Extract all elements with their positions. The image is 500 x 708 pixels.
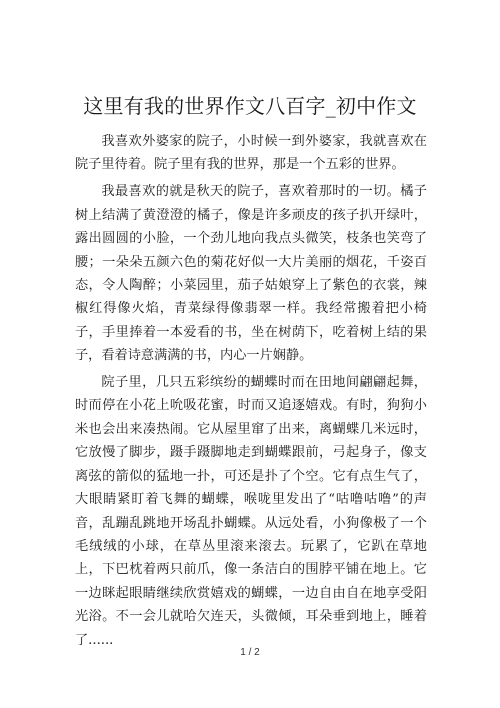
paragraph-3: 院子里，几只五彩缤纷的蝴蝶时而在田地间翩翩起舞，时而停在小花上吮吸花蜜，时而又追逐嬉戏。有时，狗狗小米也会出来凑热闹。它从屋里窜了出来，离蝴蝶几米远时，它放慢了脚步，蹑手蹑脚地走到蝴蝶跟前，弓起身子，像支离弦的箭似的猛地一扑，可还是扑了个空。它有点生气了，大眼睛紧盯着飞舞的蝴蝶，喉咙里发出了“咕噜咕噜”的声音，乱蹦乱跳地开场乱扑蝴蝶。从远处看，小狗像极了一个毛绒绒的小球，在草丛里滚来滚去。玩累了，它趴在草地上，下巴枕着两只前爪，像一条洁白的围脖平铺在地上。它一边眯起眼睛继续欣赏嬉戏的蝴蝶，一边自由自在地享受阳光浴。不一会儿就哈欠连天，头微倾，耳朵垂到地上，睡着了...... [75, 375, 427, 648]
page-title: 这里有我的世界作文八百字_初中作文 [83, 94, 417, 118]
paragraph-2: 我最喜欢的就是秋天的院子，喜欢着那时的一切。橘子树上结满了黄澄澄的橘子，像是许多顽皮的孩子扒开绿叶，露出圆圆的小脸，一个劲儿地向我点头微笑，枝条也笑弯了腰；一朵朵五颜六色的菊花好似一大片美丽的烟花，千姿百态，令人陶醉；小菜园里，茄子姑娘穿上了紫色的衣裳，辣椒红得像火焰，青菜绿得像翡翠一样。我经常搬着把小椅子，手里捧着一本爱看的书，坐在树荫下，吃着树上结的果子，看着诗意满满的书，内心一片娴静。 [75, 184, 427, 364]
page-number: 1 / 2 [240, 647, 260, 658]
article-body [75, 130, 427, 655]
paragraph-1: 我喜欢外婆家的院子，小时候一到外婆家，我就喜欢在院子里待着。院子里有我的世界，那是一个五彩的世界。 [75, 134, 427, 173]
